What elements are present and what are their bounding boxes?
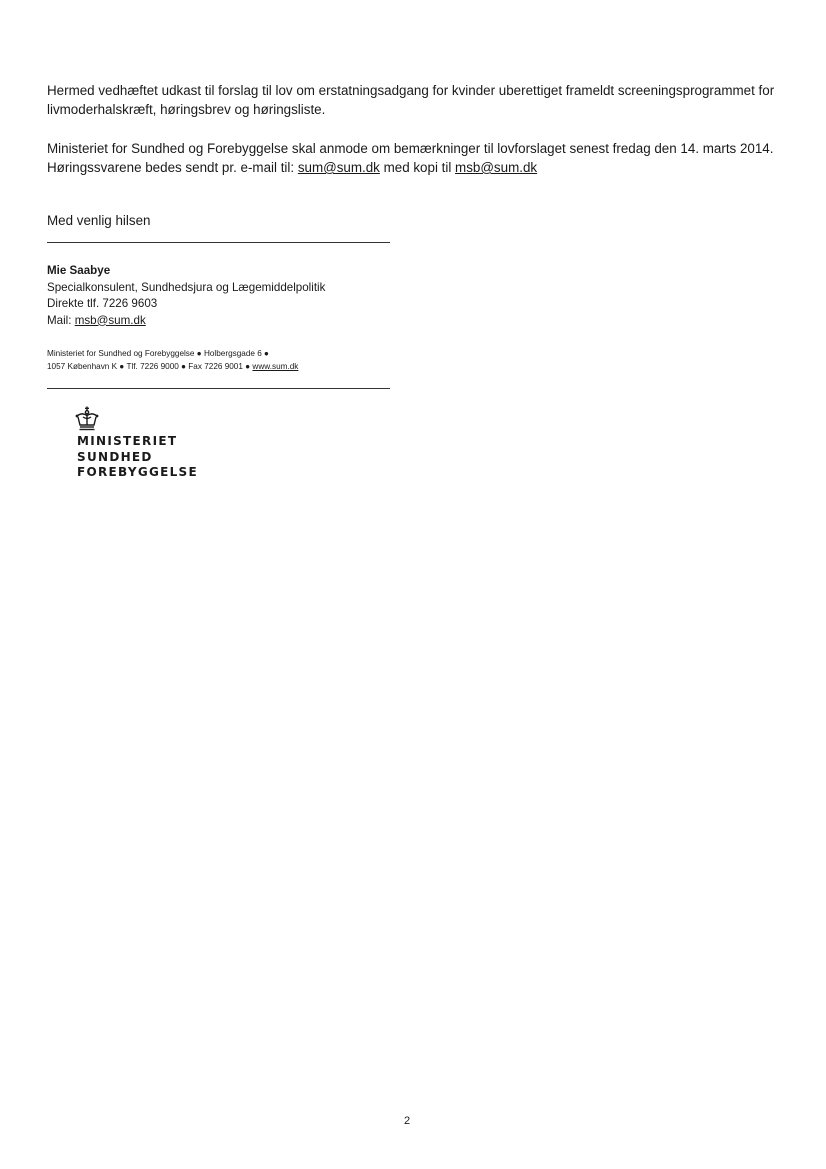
logo-line-ministeriet: MINISTERIET <box>77 434 178 448</box>
email-link-sum[interactable]: sum@sum.dk <box>297 160 380 175</box>
logo-wordmark <box>77 434 198 481</box>
website-link[interactable]: www.sum.dk <box>252 361 299 371</box>
crown-icon <box>74 406 100 432</box>
ministry-address <box>47 348 298 373</box>
signature-phone: Direkte tlf. 7226 9603 <box>47 297 158 310</box>
copy-text: med kopi til <box>379 160 456 175</box>
signature-block <box>47 263 325 329</box>
deadline-paragraph <box>47 139 787 177</box>
signature-mail-line <box>47 313 325 330</box>
signature-name: Mie Saabye <box>47 264 111 277</box>
page-number: 2 <box>403 1115 411 1127</box>
signature-divider-bottom <box>47 388 390 389</box>
address-line-2 <box>47 361 298 374</box>
logo-line-forebyggelse: FOREBYGGELSE <box>77 465 198 479</box>
closing-greeting: Med venlig hilsen <box>47 213 151 228</box>
email-link-msb[interactable]: msb@sum.dk <box>455 160 538 175</box>
signature-mail-link[interactable]: msb@sum.dk <box>74 313 146 327</box>
signature-mail-label: Mail: <box>47 313 75 327</box>
intro-paragraph: Hermed vedhæftet udkast til forslag til lov om erstatningsadgang for kvinder uberettiget frameldt screeningsprogrammet for livmoderhalskræft, høringsbrev og høringsliste. <box>47 83 775 117</box>
deadline-text: Ministeriet for Sundhed og Forebyggelse skal anmode om bemærkninger til lovforslaget senest fredag den 14. marts 2014. Høringssvarene bedes sendt pr. e-mail til: <box>47 141 774 175</box>
ministry-logo <box>60 406 200 486</box>
address-line-1: Ministeriet for Sundhed og Forebyggelse ● Holbergsgade 6 ● <box>47 349 269 358</box>
signature-title: Specialkonsulent, Sundhedsjura og Lægemiddelpolitik <box>47 280 326 294</box>
signature-divider-top <box>47 242 390 243</box>
logo-line-sundhed: SUNDHED <box>77 449 153 464</box>
address-contact-text: 1057 København K ● Tlf. 7226 9000 ● Fax 7226 9001 ● <box>47 361 253 371</box>
